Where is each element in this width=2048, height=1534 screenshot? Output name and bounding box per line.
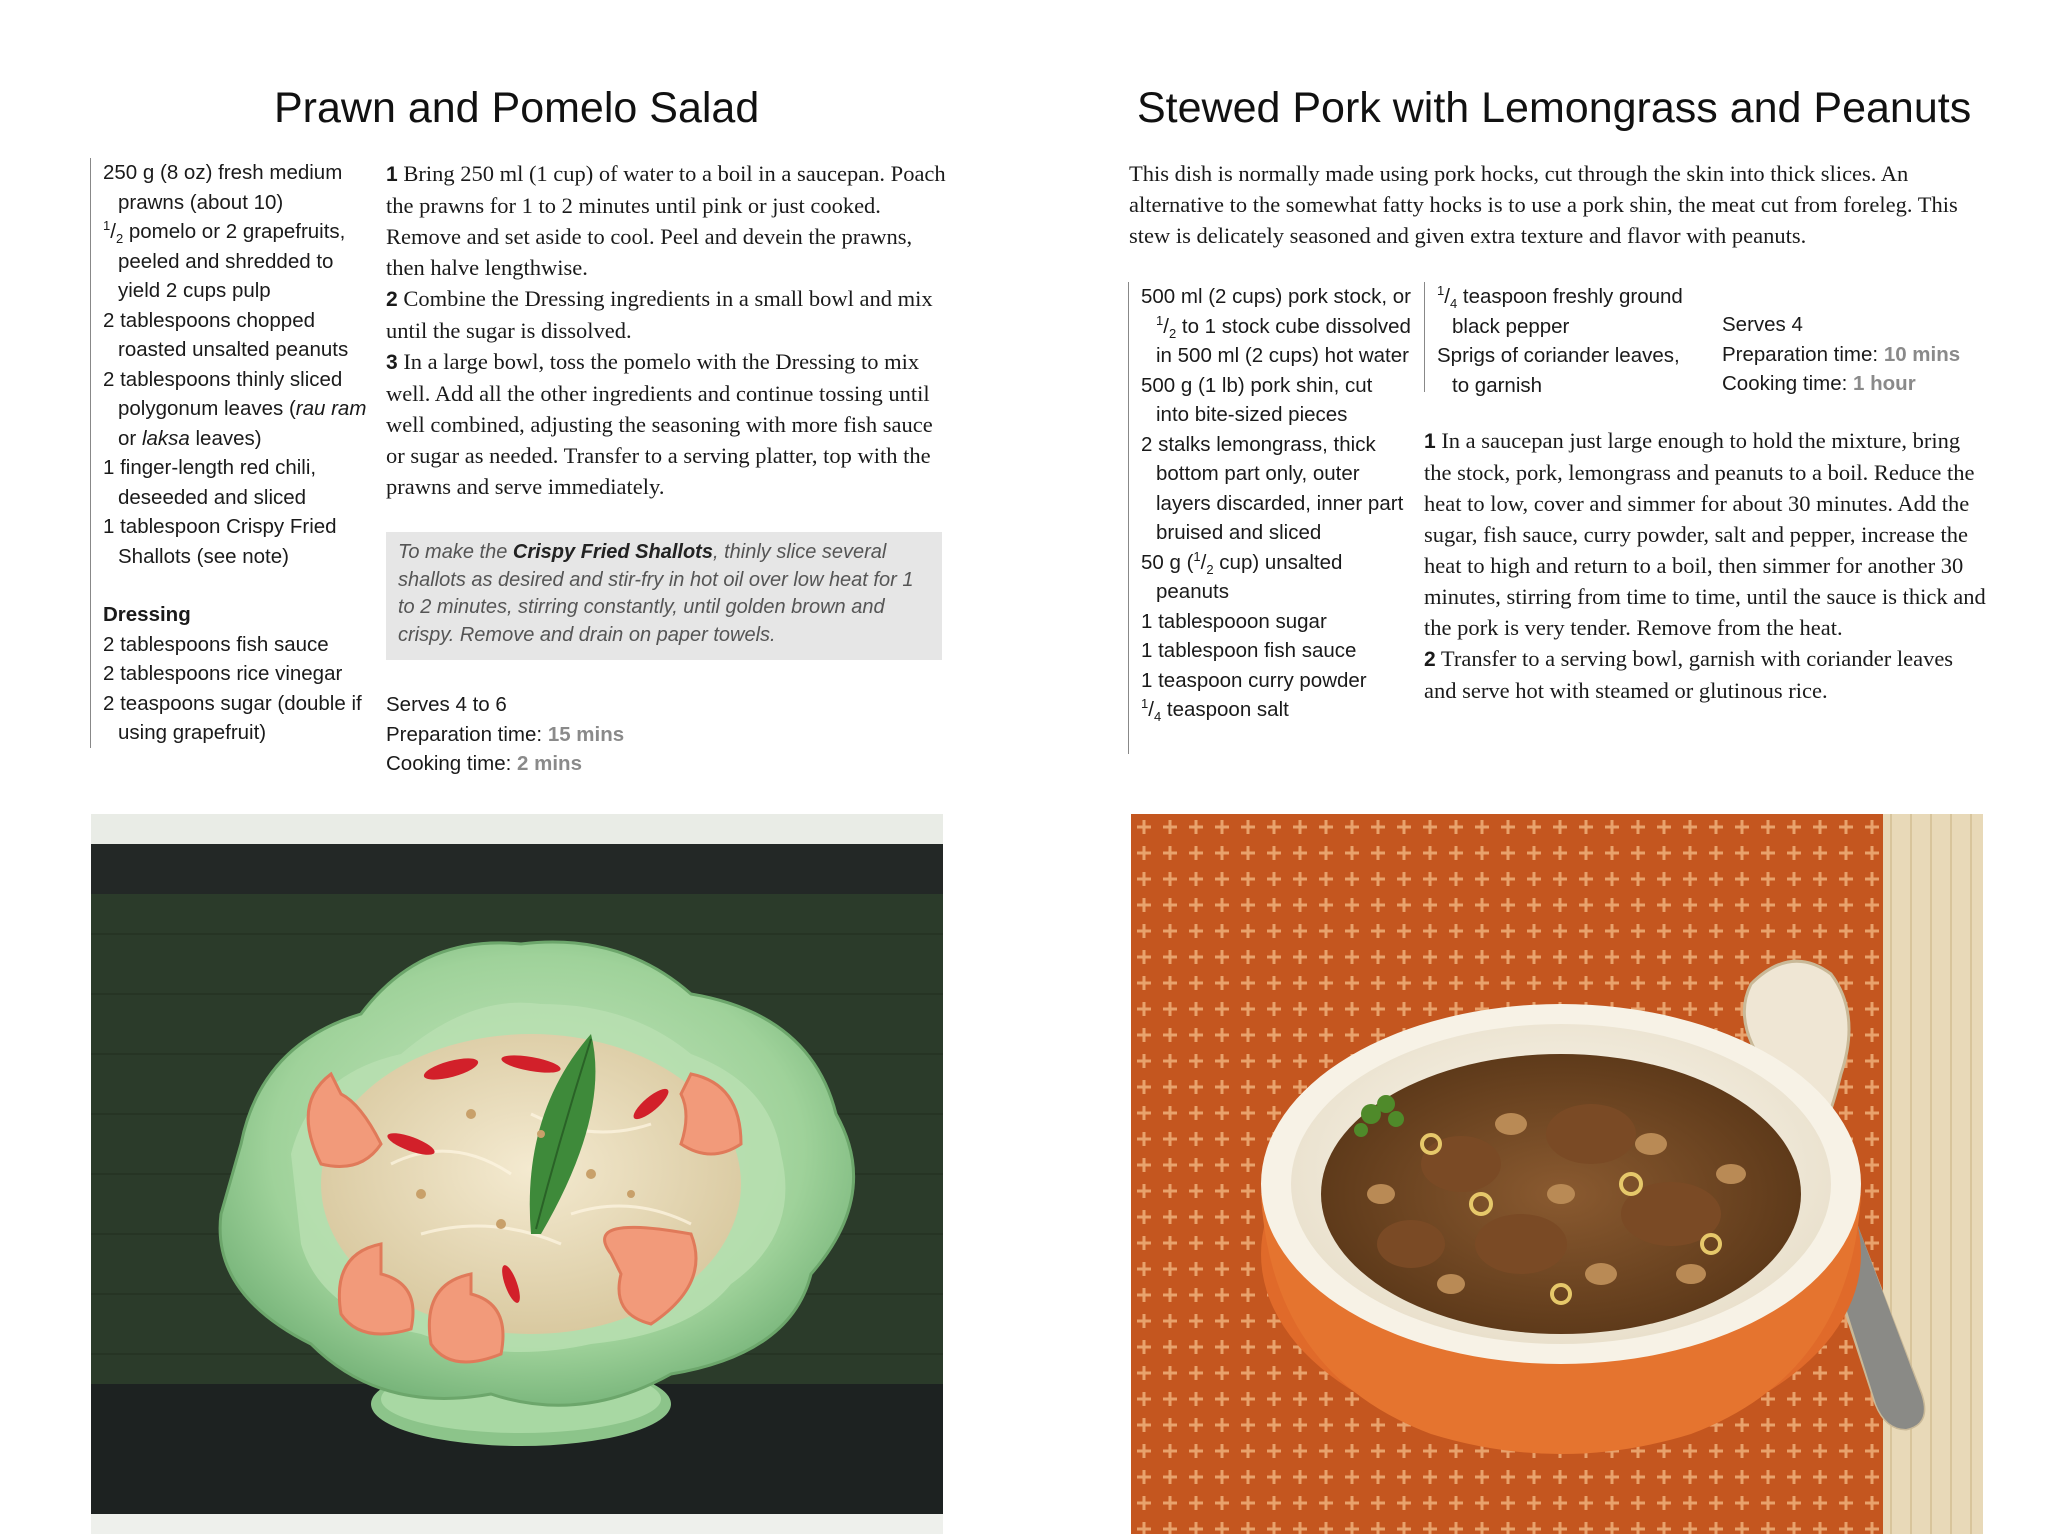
ingredient-item: 500 g (1 lb) pork shin, cut into bite-sized pieces — [1141, 373, 1373, 426]
crispy-shallots-note: To make the Crispy Fried Shallots, thinly slice several shallots as desired and stir-fry in hot oil over low heat for 1 to 2 minutes, stirring constantly, until golden brown and crispy. Remove and drain on paper towels. — [386, 532, 942, 660]
method-step: 1 In a saucepan just large enough to hold the mixture, bring the stock, pork, lemongrass and peanuts to a boil. Reduce the heat to low, cover and simmer for about 30 minutes. Add the sugar, fish sauce, curry powder, salt and pepper, increase the heat to high and return to a boil, then simmer for another 30 minutes, stirring from time to time, until the sauce is thick and the pork is very tender. Remove from the heat. — [1424, 428, 1986, 640]
prep-time: Preparation time: 10 mins — [1722, 342, 1961, 366]
method-step: 2 Combine the Dressing ingredients in a small bowl and mix until the sugar is dissolved. — [386, 286, 933, 343]
left-recipe-meta — [386, 690, 786, 779]
ingredient-item: 500 ml (2 cups) pork stock, or $^1/_2$ to 1 stock cube dissolved in 500 ml (2 cups) hot water — [1141, 285, 1412, 367]
right-intro-paragraph: This dish is normally made using pork hocks, cut through the skin into thick slices. An alternative to the somewhat fatty hocks is to use a pork shin, the meat cut from foreleg. This stew is delicately seasoned and given extra texture and flavor with peanuts. — [1129, 161, 1958, 248]
cook-time: Cooking time: 2 mins — [386, 752, 582, 775]
left-recipe-title: Prawn and Pomelo Salad — [274, 84, 760, 132]
prawn-pomelo-salad-photo — [91, 814, 943, 1534]
cook-time: Cooking time: 1 hour — [1722, 372, 1916, 395]
ingredient-item: $^1/_4$ teaspoon salt — [1141, 696, 1289, 725]
ingredient-item: 2 tablespoons chopped roasted unsalted peanuts — [103, 308, 349, 361]
pork-stew-illustration — [1131, 814, 1983, 1534]
prep-time: Preparation time: 15 mins — [386, 722, 625, 746]
left-method — [386, 158, 952, 502]
serves-text: Serves 4 to 6 — [386, 693, 507, 716]
ingredient-item: 50 g ($^1/_2$ cup) unsalted peanuts — [1141, 548, 1343, 603]
ingredient-item: 2 tablespoons thinly sliced polygonum leaves (rau ram or laksa leaves) — [103, 367, 367, 450]
left-ingredients-list — [90, 158, 375, 748]
ingredient-item: $^1/_4$ teaspoon freshly ground black pepper — [1437, 283, 1683, 338]
method-step: 1 Bring 250 ml (1 cup) of water to a boil in a saucepan. Poach the prawns for 1 to 2 minutes until pink or just cooked. Remove and set aside to cool. Peel and devein the prawns, then halve lengthwise. — [386, 161, 946, 280]
right-ingredients-list-2 — [1424, 282, 1689, 397]
ingredient-item: 1 teaspoon curry powder — [1141, 668, 1367, 692]
ingredient-item: 1 finger-length red chili, deseeded and sliced — [103, 456, 317, 509]
right-method — [1424, 425, 1990, 706]
ingredient-item: 1 tablespooon sugar — [1141, 609, 1327, 633]
method-step: 2 Transfer to a serving bowl, garnish with coriander leaves and serve hot with steamed or glutinous rice. — [1424, 646, 1954, 703]
ingredient-item: 1 tablespoon Crispy Fried Shallots (see note) — [103, 515, 337, 568]
ingredient-item: 1 tablespoon fish sauce — [1141, 639, 1357, 662]
dressing-item: 2 tablespoons fish sauce — [103, 632, 329, 656]
ingredient-item: Sprigs of coriander leaves, to garnish — [1437, 344, 1680, 397]
stewed-pork-photo — [1131, 814, 1983, 1534]
dressing-heading: Dressing — [103, 603, 191, 626]
right-recipe-title: Stewed Pork with Lemongrass and Peanuts — [1137, 84, 1972, 132]
right-recipe-meta — [1722, 310, 2002, 399]
ingredient-item: $^1/_2$ pomelo or 2 grapefruits, peeled and shredded to yield 2 cups pulp — [103, 218, 346, 302]
right-ingredients-list — [1128, 282, 1411, 754]
method-step: 3 In a large bowl, toss the pomelo with the Dressing to mix well. Add all the other ingredients and continue tossing until well combined, adjusting the seasoning with more fish sauce or sugar as needed. Transfer to a serving platter, top with the prawns and serve immediately. — [386, 349, 933, 499]
ingredient-item: 2 stalks lemongrass, thick bottom part only, outer layers discarded, inner part bruised and sliced — [1141, 432, 1404, 544]
salad-illustration — [91, 814, 943, 1534]
dressing-item: 2 teaspoons sugar (double if using grapefruit) — [103, 691, 362, 744]
serves-text: Serves 4 — [1722, 313, 1803, 336]
ingredient-item: 250 g (8 oz) fresh medium prawns (about 10) — [103, 161, 343, 214]
dressing-item: 2 tablespoons rice vinegar — [103, 662, 343, 685]
